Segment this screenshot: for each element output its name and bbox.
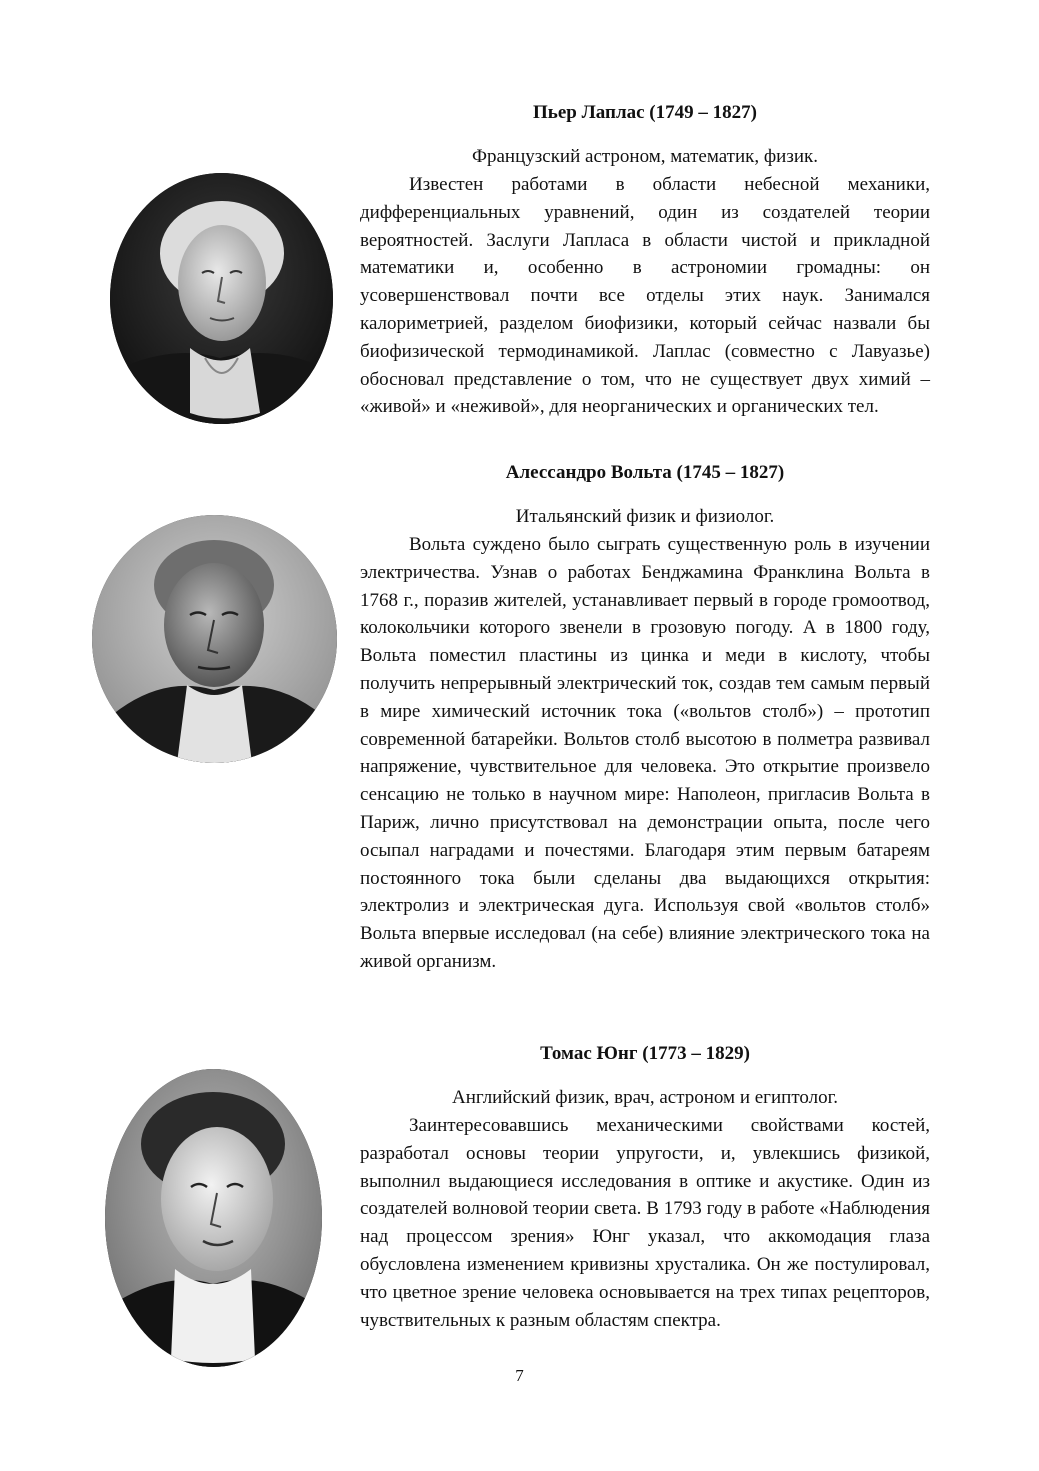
bio-subtitle: Английский физик, врач, астроном и египтолог. [451, 1087, 838, 1108]
portrait-laplace [110, 173, 333, 424]
bio-text: Заинтересовавшись механическими свойствами костей, разработал основы теории упругости, и, увлекшись физикой, выполнил выдающиеся исследования в оптике и акустике. Один из создателей волновой теории света. В 1793 году в работе «Наблюдения над процессом зрения» Юнг указал, что аккомодация глаза обусловлена изменением кривизны хрусталика. Он же постулировал, что цветное зрение человека основывается на трех типах рецепторов, чувствительных к разным областям спектра. [360, 1115, 930, 1331]
bio-volta [360, 461, 930, 976]
bio-title: Томас Юнг (1773 – 1829) [540, 1043, 750, 1064]
bio-subtitle: Итальянский физик и физиолог. [515, 506, 775, 527]
page-number: 7 [515, 1366, 524, 1385]
bio-young [360, 1042, 930, 1334]
bio-title: Пьер Лаплас (1749 – 1827) [533, 102, 757, 123]
bio-text: Известен работами в области небесной механики, дифференциальных уравнений, один из создателей теории вероятностей. Заслуги Лапласа в области чистой и прикладной математики и, особенно в астрономии громадны: он усовершенствовал почти все отделы этих наук. Занимался калориметрией, разделом биофизики, который сейчас назвали бы биофизической термодинамикой. Лаплас (совместно с Лавуазье) обосновал представление о том, что не существует двух химий – «живой» и «неживой», для неорганических и органических тел. [360, 174, 930, 418]
bio-subtitle: Французский астроном, математик, физик. [471, 146, 818, 167]
bio-text: Вольта суждено было сыграть существенную роль в изучении электричества. Узнав о работах Бенджамина Франклина Вольта в 1768 г., поразив жителей, устанавливает первый в городе громоотвод, колокольчики которого звенели в грозовую погоду. А в 1800 году, Вольта поместил пластины из цинка и меди в кислоту, чтобы получить непрерывный электрический ток, создав тем самым первый в мире химический источник тока («вольтов столб») – прототип современной батарейки. Вольтов столб высотою в полметра развивал напряжение, чувствительное для человека. Это открытие произвело сенсацию не только в научном мире: Наполеон, пригласив Вольта в Париж, лично присутствовал на демонстрации опыта, после чего осыпал наградами и почестями. Благодаря этим первым батареям постоянного тока были сделаны два выдающихся открытия: электролиз и электрическая дуга. Используя свой «вольтов столб» Вольта впервые исследовал (на себе) влияние электрического тока на живой организм. [360, 534, 930, 972]
portrait-young [105, 1069, 322, 1367]
portrait-volta [92, 515, 337, 763]
bio-title: Алессандро Вольта (1745 – 1827) [505, 462, 785, 483]
bio-laplace [360, 101, 930, 421]
